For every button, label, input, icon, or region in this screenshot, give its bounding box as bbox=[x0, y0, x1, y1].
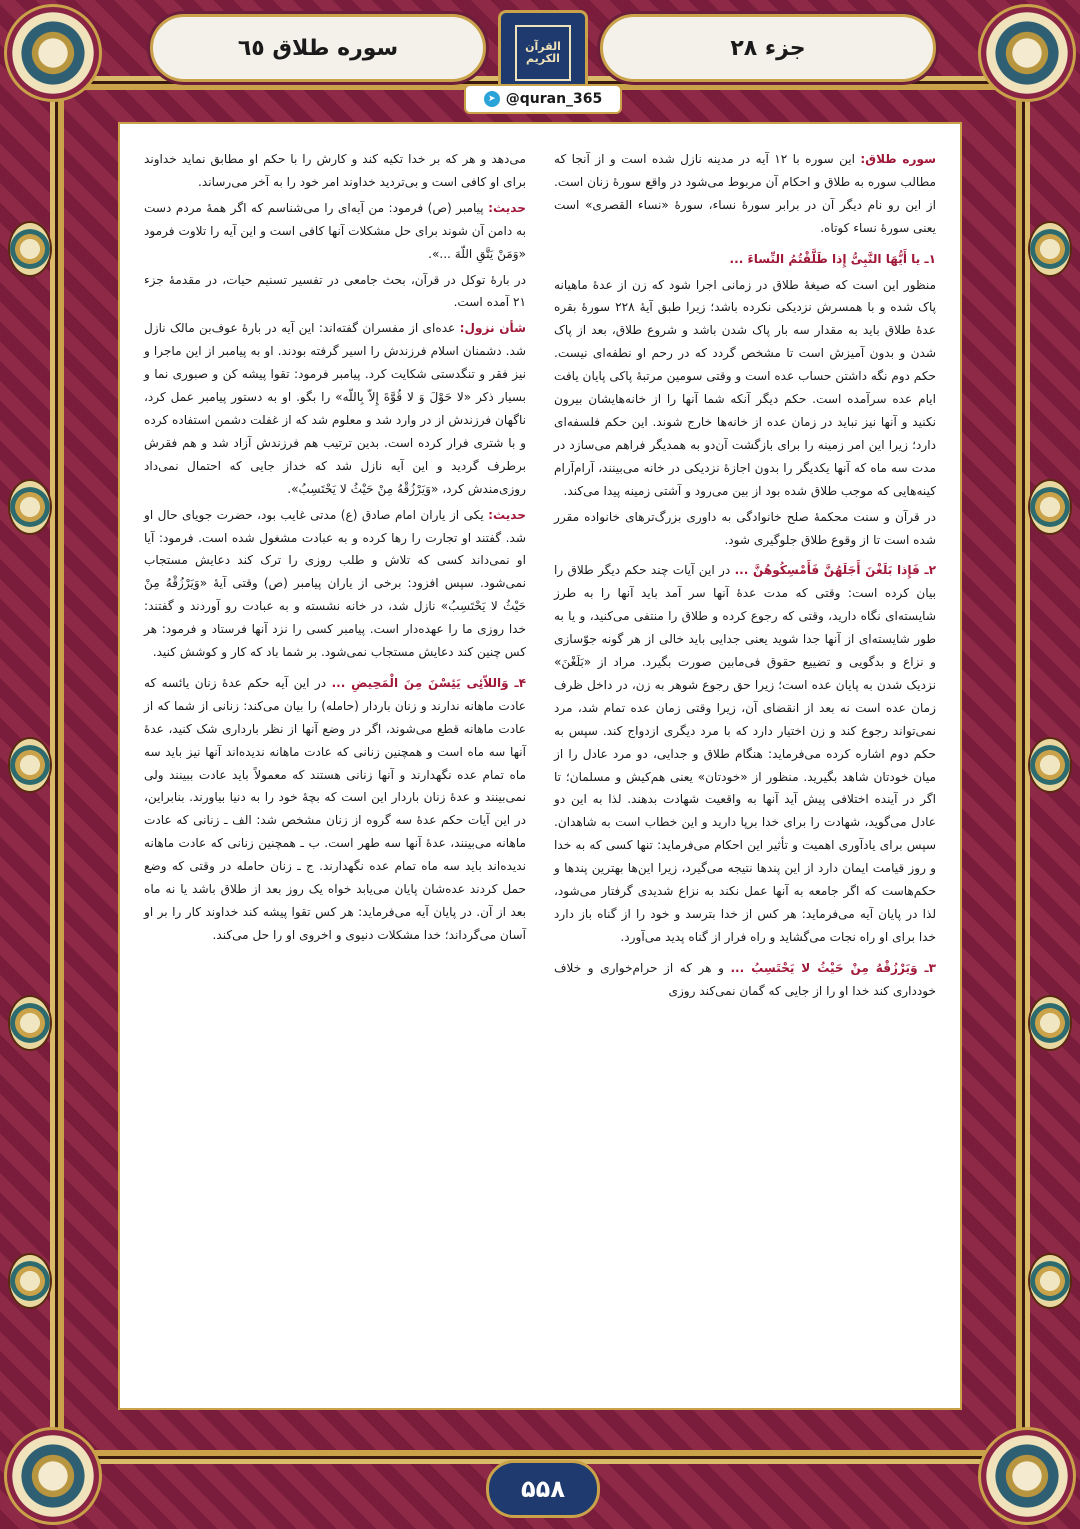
telegram-badge[interactable] bbox=[464, 84, 622, 114]
medallion-ornament bbox=[8, 995, 52, 1051]
medallion-ornament bbox=[8, 479, 52, 535]
logo-text: القرآن الكريم bbox=[525, 40, 561, 65]
medallion-ornament bbox=[1028, 1253, 1072, 1309]
paragraph bbox=[554, 148, 936, 240]
paragraph-text: در قرآن و سنت محکمهٔ صلح خانوادگی به داوری بزرگ‌ترهای خانواده مقرر شده است تا از وقوع طلاق جلوگیری شود. bbox=[554, 509, 936, 547]
medallion-ornament bbox=[1028, 737, 1072, 793]
paragraph bbox=[554, 506, 936, 552]
paragraph-text: می‌دهد و هر که بر خدا تکیه کند و کارش را با حکم او مطابق نماید خداوند برای او کافی است و بی‌تردید خداوند امر خود را به آخر می‌رساند. bbox=[144, 152, 526, 189]
paragraph-text: و هر که از حرام‌خواری و خلاف خودداری کند خدا او را از جایی که گمان نمی‌کند روزی bbox=[554, 960, 936, 998]
paragraph-heading: حدیث: bbox=[488, 200, 526, 215]
page-content bbox=[118, 122, 962, 1410]
paragraph bbox=[554, 274, 936, 503]
medallion-ornament bbox=[8, 1253, 52, 1309]
paragraph-text: در این آیات چند حکم دیگر طلاق را بیان کرده است: وقتی که مدت عدهٔ آنها سر آمد باید آنها را به طرز شایسته‌ای نگاه دارید، وقتی که رجوع کرده و طلاق را منتفی می‌کنید، و یا به طور شایسته‌ای از آنها جدا شوید یعنی جدایی باید خالی از هر گونه جوّسازی و نزاع و بدگویی و تضییع حقوق فی‌مابین صورت بگیرد. مراد از «بَلَغْنَ» نزدیک شدن به پایان عده است؛ زیرا حق رجوع شوهر به زن، در داخل ظرف زمان عده است نه بعد از انقضای آن، زیرا وقتی زمان عده تمام شد، مرد نمی‌تواند رجوع کند و زن اختیار دارد که با مرد دیگری ازدواج کند. سپس به حکم دوم اشاره کرده می‌فرماید: هنگام طلاق و جدایی، دو مرد عادل را از میان خودتان شاهد بگیرید. منظور از «خودتان» یعنی هم‌کیش و مسلمان؛ تا اگر در آینده اختلافی پیش آید آنها به واقعیت شهادت بدهند. لذا به این دو عادل می‌گوید، شهادت را برای خدا برپا دارید و این خطاب است به شاهدان. سپس برای یادآوری اهمیت و تأثیر این احکام می‌فرماید: تنها کسی که به خدا و روز قیامت ایمان دارد از این پندها نتیجه می‌گیرد، زیرا این‌ها بهترین پندها و حکم‌هاست که اگر جامعه به آنها عمل نکند به نزاع شدیدی گرفتار می‌شود، لذا در پایان آیه می‌فرماید: هر کس از خدا بترسد و خود را از گناه باز دارد خدا برای او راه نجات می‌گشاید و راه فرار از گناه پدید می‌آورد. bbox=[554, 563, 936, 944]
paragraph-heading: سوره طلاق: bbox=[860, 152, 936, 166]
paragraph bbox=[554, 559, 936, 948]
left-column bbox=[144, 148, 526, 947]
paragraph bbox=[144, 269, 526, 315]
logo-emblem bbox=[515, 25, 571, 81]
medallion-ornament bbox=[8, 737, 52, 793]
paragraph-heading: ۱ـ یا أَیُّهَا النَّبِیُّ إِذا طَلَّقْتُمُ النِّساءَ ... bbox=[729, 251, 936, 266]
paragraph bbox=[144, 504, 526, 664]
paragraph-text: این سوره با ۱۲ آیه در مدینه نازل شده است و از آنجا که مطالب سوره به طلاق و احکام آن مربوط می‌شود در واقع سورهٔ زنان است. از این رو نام دیگر آن در برابر سورهٔ نساء، سورهٔ «نساء القصری» است یعنی سورهٔ نساء کوتاه. bbox=[554, 152, 936, 235]
paragraph-text: در بارهٔ توکل در قرآن، بحث جامعی در تفسیر تسنیم حیات، در مقدمهٔ جزء ۲۱ آمده است. bbox=[144, 272, 526, 310]
medallion-ornament bbox=[8, 221, 52, 277]
paragraph bbox=[144, 317, 526, 500]
paragraph bbox=[144, 197, 526, 266]
medallion-ornament bbox=[1028, 479, 1072, 535]
paragraph-text: در این آیه حکم عدهٔ زنان یائسه که عادت ماهانه ندارند و زنان باردار (حامله) را بیان می‌کند: زنانی از شما که از عادت ماهانه قطع می‌شوند، اگر در وضع آنها از نظر بارداری شک کنید، عدهٔ آنها سه ماه است و همچنین زنانی که عادت ماهانه ندیده‌اند آنها نیز باید سه ماه تمام عده نگهدارند و آنها زنانی هستند که معمولاً باید عادت ببینند ولی نمی‌بینند و عدهٔ زنان باردار این است که بچهٔ خود را به دنیا بیاورند. بنابراین، در این آیات حکم عدهٔ سه گروه از زنان مشخص شد: الف ـ زنانی که عادت ماهانه می‌بینند، عدهٔ آنها سه طهر است. ب ـ همچنین زنانی که عادت ماهانه ندیده‌اند باید سه ماه تمام عده نگهدارند. ج ـ زنان حامله در وقتی که وضع حمل کردند عده‌شان پایان می‌یابد خواه یک روز بعد از طلاق باشد یا نه ماه بعد از آن. در پایان آیه می‌فرماید: هر کس تقوا پیشه کند خداوند کار را بر او آسان می‌گرداند؛ خدا مشکلات دنیوی و اخروی او را حل می‌کند. bbox=[144, 675, 526, 942]
paragraph-text: عده‌ای از مفسران گفته‌اند: این آیه در بارهٔ عوف‌بن مالک نازل شد. دشمنان اسلام فرزندش را اسیر گرفته بودند. او به پیامبر از این ماجرا و نیز فقر و تنگدستی شکایت کرد. پیامبر فرمود: تقوا پیشه کن و صبوری نما و بسیار ذکر «لا حَوْلَ وَ لا قُوَّةَ إِلاّ بِاللّه» را بگو. او به دستور پیامبر عمل کرد، ناگهان فرزندش از در وارد شد و معلوم شد که از غفلت دشمن استفاده کرده و با شتری فرار کرده است. بدین ترتیب هم فرزندش آزاد شد و هم فقرش برطرف گردید و این آیه نازل شد که خداز جایی که احتمال نمی‌داد روزی‌مندش کرد، «وَیَرْزُقْهُ مِنْ حَیْثُ لا یَحْتَسِبُ». bbox=[144, 321, 526, 496]
surah-title: سوره طلاق ٦٥ bbox=[237, 35, 399, 61]
corner-rosette bbox=[4, 4, 102, 102]
page-number: ۵۵۸ bbox=[521, 1475, 565, 1503]
medallion-ornament bbox=[1028, 995, 1072, 1051]
paragraph bbox=[144, 672, 526, 947]
paragraph-text: منظور این است که صیغهٔ طلاق در زمانی اجرا شود که زن از عدهٔ ماهیانه پاک شده و با همسرش نزدیکی نکرده باشد؛ زیرا طبق آیهٔ ۲۲۸ سورهٔ بقره عدهٔ طلاق باید به مقدار سه بار پاک شدن باشد و شروع طلاق، بعد از پاک شدن و بدون آمیزش است تا مشخص گردد که در رحم او نطفه‌ای نیست. حکم دوم نگه داشتن حساب عده است و وقتی سومین مرتبهٔ پاکی پایان یافت ایام عده سرآمده است. حکم دیگر آنکه شما آنها را از خانه‌هایشان بیرون نکنید و آنها نیز نباید در زمان عده از خانه‌ها خارج شوند. این حکم فلسفه‌ای دارد؛ زیرا این امر زمینه را برای بازگشت آن‌دو به همدیگر فراهم می‌سازد در مدت سه ماه که آنها یکدیگر را بدون اجازهٔ نزدیکی در خانه می‌بینند، آرام‌آرام کینه‌هایی که موجب طلاق شده بود از بین می‌رود و آشتی زمینه پیدا می‌کند. bbox=[554, 277, 937, 498]
paragraph-text: یکی از یاران امام صادق (ع) مدتی غایب بود، حضرت جویای حال او شد. گفتند او تجارت را رها کرده و به عبادت مشغول شده است. فرمود: آیا او نمی‌داند کسی که تلاش و طلب روزی را ترک کند دعایش مستجاب نمی‌شود. سپس افزود: برخی از یاران پیامبر (ص) وقتی آیهٔ «وَیَرْزُقْهُ مِنْ حَیْثُ لا یَحْتَسِبُ» نازل شد، در خانه نشسته و به عبادت رو آوردند و گفتند: خدا روزی ما را عهده‌دار است. پیامبر کسی را نزد آنها فرستاد و فرمود: هر کس چنین کند دعایش مستجاب نمی‌شود. بر شما باد که کار و کوشش کنید. bbox=[144, 507, 526, 660]
telegram-icon: ➤ bbox=[484, 91, 500, 107]
paragraph bbox=[554, 248, 936, 271]
corner-rosette bbox=[978, 1427, 1076, 1525]
right-border-medallions bbox=[1026, 120, 1074, 1410]
left-border-medallions bbox=[6, 120, 54, 1410]
paragraph-text: پیامبر (ص) فرمود: من آیه‌ای را می‌شناسم که اگر همهٔ مردم دست به دامن آن شوند برای حل مشکلات آنها کافی است و این آیه را تلاوت فرمود «وَمَنْ یَتَّقِ اللّهَ ...». bbox=[144, 200, 526, 261]
corner-rosette bbox=[4, 1427, 102, 1525]
telegram-handle: @quran_365 bbox=[505, 91, 603, 107]
paragraph-heading: حدیث: bbox=[488, 507, 526, 522]
paragraph-heading: ۳ـ وَیَرْزُقْهُ مِنْ حَیْثُ لا یَحْتَسِبُ ... bbox=[730, 960, 936, 975]
paragraph-heading: شأن نزول: bbox=[459, 321, 526, 336]
page-number-badge bbox=[486, 1460, 600, 1518]
paragraph-heading: ۲ـ فَإِذا بَلَغْنَ أَجَلَهُنَّ فَأَمْسِكُوهُنَّ ... bbox=[734, 563, 936, 578]
paragraph bbox=[144, 148, 526, 194]
right-column bbox=[554, 148, 936, 1003]
surah-title-cartouche bbox=[150, 14, 486, 82]
medallion-ornament bbox=[1028, 221, 1072, 277]
juz-title: جزء ٢٨ bbox=[730, 35, 806, 61]
corner-rosette bbox=[978, 4, 1076, 102]
juz-title-cartouche bbox=[600, 14, 936, 82]
paragraph-heading: ۴ـ وَاللاّئِی یَئِسْنَ مِنَ الْمَحِیضِ ... bbox=[331, 675, 526, 690]
paragraph bbox=[554, 957, 936, 1003]
